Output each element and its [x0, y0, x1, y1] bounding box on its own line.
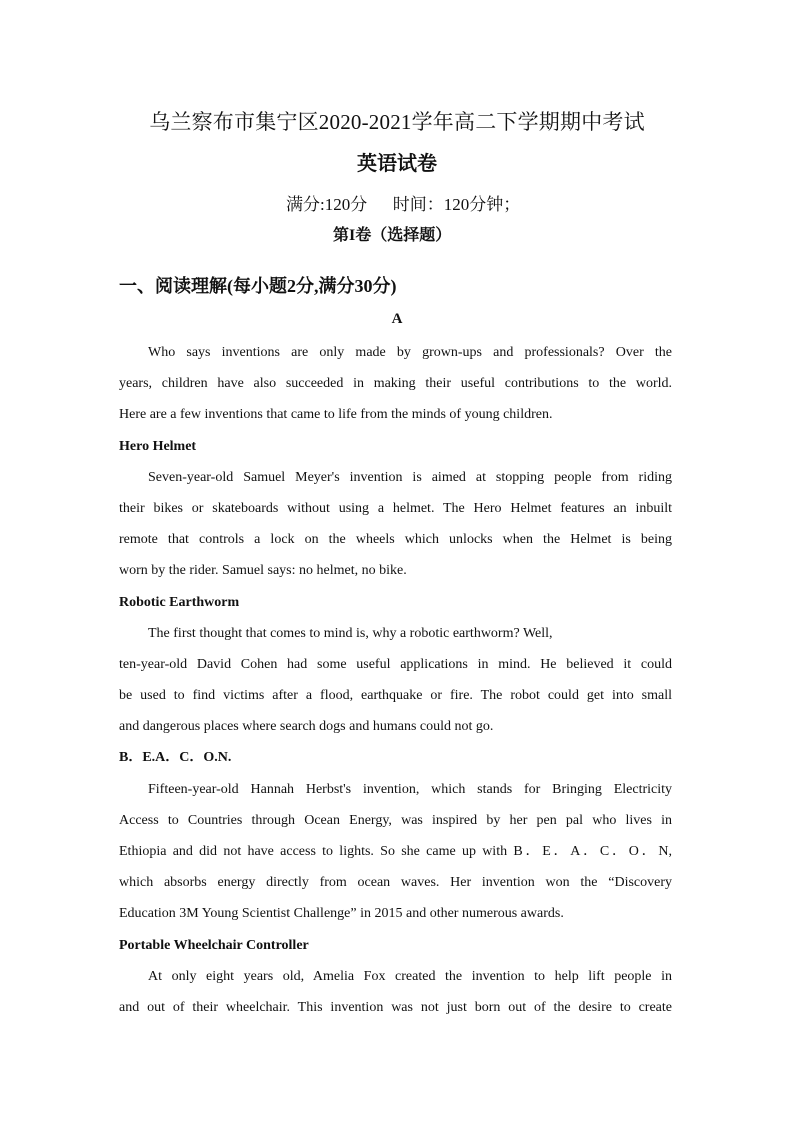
item-heading: Robotic Earthworm — [119, 594, 240, 610]
passage-body — [119, 337, 672, 1023]
section-title: 一、阅读理解(每小题2分,满分30分) — [119, 276, 397, 296]
paragraph-line: which absorbs energy directly from ocean waves. Her invention won the “Discovery — [119, 875, 672, 891]
paragraph-line: worn by the rider. Samuel says: no helmet, no bike. — [119, 563, 407, 579]
part-label: 第I卷（选择题） — [333, 227, 452, 244]
item-heading: B．E.A．C．O.N. — [119, 750, 232, 766]
paragraph-line: Who says inventions are only made by grown-ups and professionals? Over the — [148, 345, 672, 360]
paragraph-line: Access to Countries through Ocean Energy, was inspired by her pen pal who lives in — [119, 812, 672, 828]
paragraph-line: At only eight years old, Amelia Fox created the invention to help lift people in — [148, 968, 672, 984]
paragraph-line: their bikes or skateboards without using a helmet. The Hero Helmet features an inbuilt — [119, 500, 672, 516]
paragraph-line: Fifteen-year-old Hannah Herbst's invention, which stands for Bringing Electricity — [148, 781, 672, 797]
paragraph-line: remote that controls a lock on the wheels which unlocks when the Helmet is being — [119, 532, 672, 548]
score-time-info: 满分:120分 时间：120分钟； — [286, 195, 521, 214]
paragraph-line: years, children have also succeeded in making their useful contributions to the world. — [119, 376, 672, 392]
exam-subtitle: 英语试卷 — [357, 153, 437, 175]
exam-title: 乌兰察布市集宁区2020-2021学年高二下学期期中考试 — [149, 110, 645, 134]
paragraph-line: Education 3M Young Scientist Challenge” in 2015 and other numerous awards. — [119, 906, 564, 922]
paragraph-line: ten-year-old David Cohen had some useful applications in mind. He believed it could — [119, 656, 672, 672]
paragraph-line: Ethiopia and did not have access to lights. So she came up with B．E．A．C．O．N, — [119, 844, 672, 859]
passage-letter: A — [391, 311, 403, 327]
paragraph-line: Seven-year-old Samuel Meyer's invention is aimed at stopping people from riding — [148, 469, 672, 485]
paragraph-line: Here are a few inventions that came to life from the minds of young children. — [119, 407, 553, 423]
paragraph-line: be used to find victims after a flood, earthquake or fire. The robot could get into small — [119, 688, 672, 704]
paragraph-line: The first thought that comes to mind is, why a robotic earthworm? Well, — [148, 625, 553, 641]
paragraph-line: and out of their wheelchair. This invention was not just born out of the desire to create — [119, 999, 672, 1015]
item-heading: Hero Helmet — [119, 438, 197, 454]
paragraph-line: and dangerous places where search dogs and humans could not go. — [119, 719, 494, 735]
item-heading: Portable Wheelchair Controller — [119, 937, 309, 953]
